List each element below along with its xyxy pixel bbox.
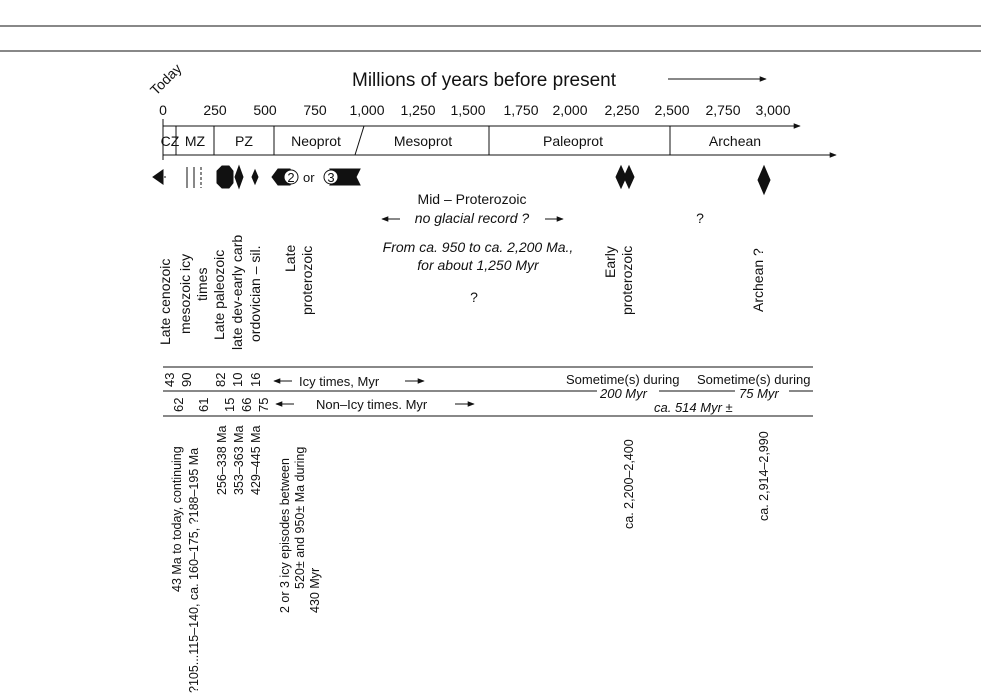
date-range-late-dev: 353–363 Ma bbox=[232, 425, 246, 495]
symbol-late-paleozoic bbox=[217, 166, 233, 188]
nonicy-label: Non–Icy times. Myr bbox=[316, 397, 428, 412]
nonicy-value: 66 bbox=[239, 397, 254, 412]
era-label-paleoprot: Paleoprot bbox=[543, 133, 603, 149]
label-late: Late bbox=[282, 244, 298, 272]
today-label: Today bbox=[146, 60, 185, 99]
glaciation-symbols bbox=[153, 166, 770, 194]
nonicy-value: 62 bbox=[171, 397, 186, 412]
tick-label: 250 bbox=[203, 102, 227, 118]
era-label-neoprot: Neoprot bbox=[291, 133, 341, 149]
question-mark: ? bbox=[696, 210, 704, 226]
sometime-value: 200 Myr bbox=[600, 386, 647, 401]
sometime-value: ca. 514 Myr ± bbox=[654, 400, 733, 415]
label-late-cenozoic: Late cenozoic bbox=[157, 258, 173, 345]
icy-value: 10 bbox=[230, 372, 245, 387]
nonicy-value: 75 bbox=[256, 397, 271, 412]
date-range-mesozoic: ?105...115–140, ca. 160–175, ?188–195 Ma bbox=[187, 447, 201, 693]
label-late-paleozoic: Late paleozoic bbox=[211, 249, 227, 340]
question-mark: ? bbox=[470, 289, 478, 305]
era-label-pz: PZ bbox=[235, 133, 253, 149]
date-range-late-cenozoic: 43 Ma to today, continuing bbox=[170, 446, 184, 592]
tick-label: 2,250 bbox=[604, 102, 640, 118]
date-range-neoprot-3: 430 Myr bbox=[308, 567, 322, 613]
era-label-mesoprot: Mesoprot bbox=[393, 133, 453, 149]
date-range-neoprot-2: 520± and 950± Ma during bbox=[293, 446, 307, 589]
icy-value: 90 bbox=[179, 372, 194, 387]
era-labels bbox=[161, 133, 761, 149]
icy-values bbox=[162, 373, 263, 387]
tick-label: 0 bbox=[159, 102, 167, 118]
date-range-neoprot-1: 2 or 3 icy episodes between bbox=[278, 458, 292, 613]
axis-title: Millions of years before present bbox=[352, 70, 617, 91]
tick-label: 1,250 bbox=[400, 102, 436, 118]
tick-label: 1,000 bbox=[349, 102, 385, 118]
sometime-label: Sometime(s) during bbox=[697, 372, 811, 387]
label-ordovician-sil: ordovician – sil. bbox=[247, 245, 263, 342]
symbol-archean bbox=[758, 166, 770, 194]
symbol-early-proterozoic bbox=[624, 166, 634, 188]
symbol-late-cenozoic bbox=[153, 170, 163, 184]
tick-label: 3,000 bbox=[755, 102, 791, 118]
tick-label: 2,000 bbox=[552, 102, 588, 118]
nonicy-values bbox=[171, 398, 271, 412]
symbol-ordovician-sil bbox=[252, 170, 258, 184]
date-range-early-proterozoic: ca. 2,200–2,400 bbox=[622, 439, 636, 529]
icy-value: 43 bbox=[162, 372, 177, 387]
tick-label: 2,500 bbox=[654, 102, 690, 118]
label-archean: Archean ? bbox=[750, 248, 766, 312]
badge-or: or bbox=[303, 170, 315, 185]
tick-label: 1,500 bbox=[450, 102, 486, 118]
date-ranges bbox=[170, 425, 771, 693]
tick-label: 500 bbox=[253, 102, 277, 118]
era-label-mz: MZ bbox=[184, 133, 206, 149]
sometime-value: 75 Myr bbox=[739, 386, 779, 401]
mid-from-line1: From ca. 950 to ca. 2,200 Ma., bbox=[382, 239, 574, 255]
nonicy-value: 61 bbox=[196, 397, 211, 412]
tick-label: 2,750 bbox=[705, 102, 741, 118]
sometime-labels bbox=[566, 372, 810, 415]
era-bar-tick-neo bbox=[355, 126, 364, 155]
symbol-late-dev-early-carb bbox=[235, 166, 243, 188]
label-early-proterozoic: proterozoic bbox=[619, 245, 635, 315]
two-or-three-badge bbox=[284, 170, 338, 185]
badge-number-3: 3 bbox=[327, 170, 335, 185]
mid-proterozoic-title: Mid – Proterozoic bbox=[417, 191, 527, 207]
tick-labels bbox=[159, 102, 791, 118]
mid-proterozoic-subtitle: no glacial record ? bbox=[414, 210, 530, 226]
era-label-cz: CZ bbox=[160, 133, 180, 149]
nonicy-value: 15 bbox=[222, 397, 237, 412]
label-early: Early bbox=[602, 246, 618, 278]
date-range-archean: ca. 2,914–2,990 bbox=[757, 431, 771, 521]
date-range-late-paleozoic: 256–338 Ma bbox=[215, 425, 229, 495]
icy-label: Icy times, Myr bbox=[299, 374, 380, 389]
icy-value: 16 bbox=[248, 372, 263, 387]
era-label-archean: Archean bbox=[708, 133, 762, 149]
tick-label: 750 bbox=[303, 102, 327, 118]
label-mesozoic-icy: mesozoic icy bbox=[177, 253, 193, 334]
label-late-dev-early-carb: late dev-early carb bbox=[229, 234, 245, 350]
sometime-label: Sometime(s) during bbox=[566, 372, 680, 387]
badge-number-2: 2 bbox=[287, 170, 295, 185]
label-proterozoic: proterozoic bbox=[299, 245, 315, 315]
icy-value: 82 bbox=[213, 372, 228, 387]
label-times: times bbox=[194, 267, 210, 301]
tick-label: 1,750 bbox=[503, 102, 539, 118]
date-range-ordovician: 429–445 Ma bbox=[249, 425, 263, 495]
mid-from-line2: for about 1,250 Myr bbox=[417, 257, 539, 273]
